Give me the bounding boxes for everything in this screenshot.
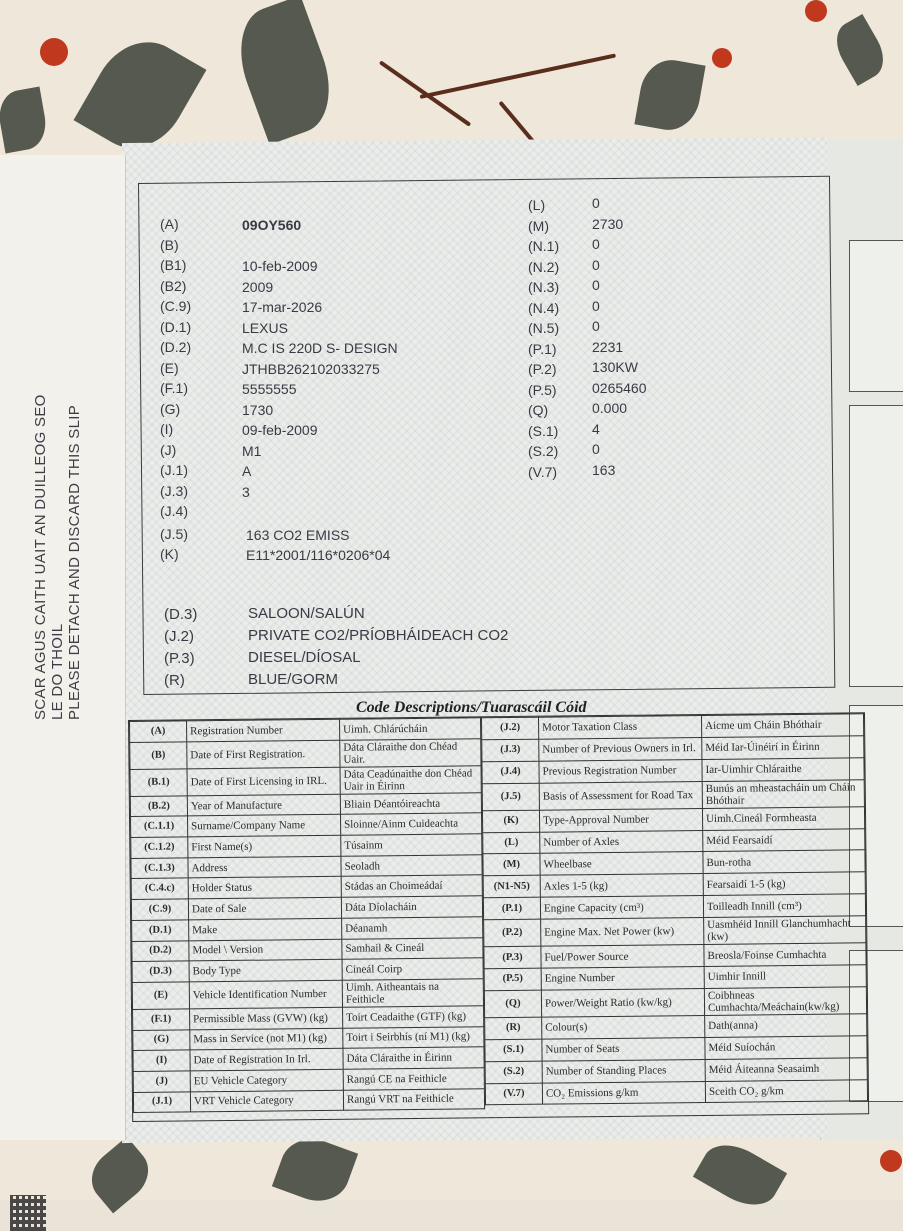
code-description-row xyxy=(130,738,481,769)
english-description-cell: Model \ Version xyxy=(189,939,342,961)
field-value: 0 xyxy=(592,297,600,314)
field-code: (F.1) xyxy=(160,380,188,396)
field-value: 0265460 xyxy=(592,379,647,396)
field-value: 0 xyxy=(592,318,600,334)
code-cell: (L) xyxy=(483,832,540,854)
code-descriptions-table xyxy=(128,712,869,1122)
irish-description-cell: Stádas an Choimeádaí xyxy=(341,875,482,897)
code-cell: (C.1.1) xyxy=(131,816,188,837)
berry-pattern xyxy=(712,48,732,68)
english-description-cell: Colour(s) xyxy=(542,1015,705,1039)
code-cell: (J.4) xyxy=(482,761,539,783)
code-description-row xyxy=(484,987,866,1018)
english-description-cell: Number of Standing Places xyxy=(542,1059,705,1083)
english-description-cell: Mass in Service (not M1) (kg) xyxy=(190,1028,343,1050)
field-value: 4 xyxy=(592,420,600,437)
irish-description-cell: Rangú VRT na Feithicle xyxy=(343,1088,484,1110)
field-value: 2009 xyxy=(242,278,274,295)
irish-description-cell: Toilleadh Innill (cm³) xyxy=(703,894,865,918)
english-description-cell: Number of Previous Owners in Irl. xyxy=(539,737,702,761)
irish-description-cell: Uasmhéid Innill Glanchumhacht (kw) xyxy=(704,916,866,945)
field-code: (J.5) xyxy=(160,525,188,542)
field-value: 0 xyxy=(592,441,600,457)
english-description-cell: Fuel/Power Source xyxy=(541,945,704,969)
irish-description-cell: Cineál Coirp xyxy=(342,958,483,980)
field-code: (A) xyxy=(160,216,179,232)
irish-description-cell: Aicme um Cháin Bhóthair xyxy=(701,714,863,738)
english-description-cell: Make xyxy=(189,918,342,940)
field-value: PRIVATE CO2/PRÍOBHÁIDEACH CO2 xyxy=(248,627,509,644)
irish-description-cell: Sceith CO₂ g/km xyxy=(705,1079,867,1103)
english-description-cell: Body Type xyxy=(189,959,342,981)
code-descriptions-left xyxy=(129,717,485,1113)
irish-description-cell: Dath(anna) xyxy=(705,1014,867,1038)
irish-description-cell: Uimh. Chlárúcháin xyxy=(340,718,481,740)
field-code: (P.5) xyxy=(528,381,557,398)
irish-description-cell: Méid Suíochán xyxy=(705,1036,867,1060)
code-cell: (J) xyxy=(133,1071,190,1092)
code-cell: (P.1) xyxy=(483,897,540,919)
field-value: 17-mar-2026 xyxy=(242,299,323,315)
code-cell: (P.3) xyxy=(484,946,541,968)
code-description-row xyxy=(133,1088,484,1112)
code-descriptions-right xyxy=(481,713,868,1105)
code-cell: (C.4.c) xyxy=(131,878,188,899)
irish-description-cell: Iar-Uimhir Chláraithe xyxy=(702,758,864,782)
field-value: SALOON/SALÚN xyxy=(248,605,365,622)
field-value: 09OY560 xyxy=(242,217,302,233)
field-code: (R) xyxy=(164,672,185,689)
field-value: 0 xyxy=(592,256,600,273)
code-cell: (G) xyxy=(133,1029,190,1050)
field-value: 10-feb-2009 xyxy=(242,258,318,274)
irish-description-cell: Dáta Díolacháin xyxy=(341,896,482,918)
irish-description-cell: Toirt Ceadaithe (GTF) (kg) xyxy=(343,1006,484,1028)
irish-description-cell: Samhail & Cineál xyxy=(342,937,483,959)
field-code: (Q) xyxy=(528,402,549,418)
code-cell: (A) xyxy=(130,721,187,742)
english-description-cell: EU Vehicle Category xyxy=(190,1069,343,1091)
adjacent-page-box xyxy=(849,405,903,687)
irish-description-cell: Bun-rotha xyxy=(703,850,865,874)
berry-pattern xyxy=(880,1150,902,1172)
code-cell: (K) xyxy=(482,810,539,832)
stem-pattern xyxy=(420,53,616,98)
english-description-cell: VRT Vehicle Category xyxy=(190,1090,343,1112)
field-code: (S.2) xyxy=(528,443,559,459)
code-cell: (Q) xyxy=(484,990,541,1018)
slip-instruction-irish-2: LE DO THOIL xyxy=(49,623,66,720)
field-value: 163 CO2 EMISS xyxy=(246,526,350,543)
field-value: 09-feb-2009 xyxy=(242,422,318,438)
code-cell: (B.1) xyxy=(130,769,187,797)
field-code: (D.3) xyxy=(164,606,198,623)
field-value: E11*2001/116*0206*04 xyxy=(246,547,391,563)
english-description-cell: Engine Capacity (cm³) xyxy=(540,896,703,920)
code-cell: (D.2) xyxy=(132,940,189,961)
field-value: 130KW xyxy=(592,359,638,375)
english-description-cell: First Name(s) xyxy=(188,835,341,857)
field-code: (P.2) xyxy=(528,361,557,377)
irish-description-cell: Méid Iar-Úinéirí in Éirinn xyxy=(702,736,864,760)
code-cell: (S.1) xyxy=(485,1039,542,1061)
field-code: (G) xyxy=(160,400,181,417)
english-description-cell: Type-Approval Number xyxy=(539,808,702,832)
code-description-row xyxy=(130,765,481,796)
field-code: (M) xyxy=(528,217,549,234)
field-code: (J) xyxy=(160,441,177,458)
field-code: (D.1) xyxy=(160,318,192,335)
code-descriptions-title: Code Descriptions/Tuarascáil Cóid xyxy=(356,699,587,716)
english-description-cell: Address xyxy=(188,856,341,878)
english-description-cell: Engine Max. Net Power (kw) xyxy=(541,918,704,947)
english-description-cell: Basis of Assessment for Road Tax xyxy=(539,781,702,810)
stem-pattern xyxy=(379,60,471,126)
field-value: LEXUS xyxy=(242,319,288,336)
field-code: (J.3) xyxy=(160,482,188,499)
field-value: M.C IS 220D S- DESIGN xyxy=(242,340,398,356)
english-description-cell: Holder Status xyxy=(188,877,341,899)
field-value: M1 xyxy=(242,442,262,459)
code-cell: (D.1) xyxy=(132,920,189,941)
field-value: 2231 xyxy=(592,338,624,355)
code-cell: (N1-N5) xyxy=(483,876,540,898)
code-cell: (I) xyxy=(133,1050,190,1071)
field-code: (J.2) xyxy=(164,628,194,645)
irish-description-cell: Sloinne/Ainm Cuideachta xyxy=(341,813,482,835)
irish-description-cell: Toirt i Seirbhís (ní M1) (kg) xyxy=(343,1026,484,1048)
irish-description-cell: Méid Fearsaidí xyxy=(703,828,865,852)
field-code: (I) xyxy=(160,421,174,437)
field-code: (N.3) xyxy=(528,279,560,295)
irish-description-cell: Coibhneas Cumhachta/Meáchain(kw/kg) xyxy=(704,987,866,1016)
field-code: (N.5) xyxy=(528,320,560,336)
field-code: (S.1) xyxy=(528,422,559,439)
code-cell: (S.2) xyxy=(485,1061,542,1083)
irish-description-cell: Déanamh xyxy=(342,917,483,939)
field-code: (P.1) xyxy=(528,340,557,357)
irish-description-cell: Dáta Cláraithe don Chéad Uair. xyxy=(340,738,481,766)
field-value: JTHBB262102033275 xyxy=(242,360,380,377)
english-description-cell: Engine Number xyxy=(541,966,704,990)
field-code: (E) xyxy=(160,359,179,376)
code-cell: (E) xyxy=(132,982,189,1010)
slip-instruction-english: PLEASE DETACH AND DISCARD THIS SLIP xyxy=(66,404,83,720)
irish-description-cell: Dáta Ceadúnaithe don Chéad Uair in Éirinn xyxy=(340,765,481,793)
leaf-pattern xyxy=(0,87,50,154)
field-code: (J.4) xyxy=(160,503,188,519)
code-cell: (C.1.3) xyxy=(131,858,188,879)
irish-description-cell: Túsainm xyxy=(341,834,482,856)
leaf-pattern xyxy=(225,0,345,145)
irish-description-cell: Breosla/Foinse Cumhachta xyxy=(704,943,866,967)
field-value: 0 xyxy=(592,195,600,211)
field-code: (V.7) xyxy=(528,463,558,480)
field-code: (J.1) xyxy=(160,462,188,478)
english-description-cell: CO₂ Emissions g/km xyxy=(542,1081,705,1105)
code-description-row xyxy=(482,779,864,810)
field-code: (B2) xyxy=(160,277,187,294)
english-description-cell: Year of Manufacture xyxy=(187,794,340,816)
field-code: (N.4) xyxy=(528,299,560,316)
field-value: 0 xyxy=(592,236,600,252)
code-cell: (J.2) xyxy=(481,717,538,739)
berry-pattern xyxy=(805,0,827,22)
code-cell: (D.3) xyxy=(132,961,189,982)
english-description-cell: Wheelbase xyxy=(540,852,703,876)
field-value: 3 xyxy=(242,483,250,500)
berry-pattern xyxy=(40,38,68,66)
field-value: 163 xyxy=(592,461,616,478)
field-value: 2730 xyxy=(592,215,624,232)
code-cell: (J.1) xyxy=(133,1091,190,1112)
english-description-cell: Surname/Company Name xyxy=(188,815,341,837)
leaf-pattern xyxy=(81,1137,159,1214)
field-value: BLUE/GORM xyxy=(248,671,339,688)
field-code: (B1) xyxy=(160,257,187,273)
english-description-cell: Permissible Mass (GVW) (kg) xyxy=(190,1007,343,1029)
code-cell: (J.5) xyxy=(482,783,539,811)
code-cell: (B) xyxy=(130,742,187,770)
english-description-cell: Previous Registration Number xyxy=(539,759,702,783)
field-code: (B) xyxy=(160,236,179,253)
english-description-cell: Power/Weight Ratio (kw/kg) xyxy=(541,988,704,1017)
english-description-cell: Vehicle Identification Number xyxy=(189,980,342,1009)
irish-description-cell: Uimhir Innill xyxy=(704,965,866,989)
code-cell: (C.9) xyxy=(131,899,188,920)
qr-code-icon xyxy=(10,1195,46,1231)
irish-description-cell: Méid Áiteanna Seasaimh xyxy=(705,1057,867,1081)
field-code: (L) xyxy=(528,197,546,213)
irish-description-cell: Uimh.Cineál Formheasta xyxy=(702,806,864,830)
english-description-cell: Motor Taxation Class xyxy=(538,715,701,739)
field-code: (D.2) xyxy=(160,339,192,355)
code-cell: (F.1) xyxy=(133,1009,190,1030)
field-code: (C.9) xyxy=(160,298,192,314)
code-cell: (R) xyxy=(485,1017,542,1039)
field-code: (K) xyxy=(160,546,179,562)
slip-instruction-irish: SCAR AGUS CAITH UAIT AN DUILLEOG SEO xyxy=(32,394,49,720)
field-code: (N.2) xyxy=(528,258,560,275)
irish-description-cell: Bunús an mheastacháin um Cháin Bhóthair xyxy=(702,779,864,808)
field-code: (P.3) xyxy=(164,650,195,667)
english-description-cell: Number of Seats xyxy=(542,1037,705,1061)
irish-description-cell: Uimh. Aitheantais na Feithicle xyxy=(342,979,483,1007)
code-cell: (C.1.2) xyxy=(131,837,188,858)
irish-description-cell: Seoladh xyxy=(341,855,482,877)
code-description-row xyxy=(485,1079,867,1105)
english-description-cell: Date of First Registration. xyxy=(187,740,340,769)
field-value: DIESEL/DÍOSAL xyxy=(248,649,361,666)
code-cell: (B.2) xyxy=(130,796,187,817)
field-value: 1730 xyxy=(242,401,274,418)
code-cell: (J.3) xyxy=(482,739,539,761)
irish-description-cell: Bliain Déantóireachta xyxy=(340,792,481,814)
slip-instructions xyxy=(32,160,83,720)
field-value: 0.000 xyxy=(592,400,628,416)
field-value: A xyxy=(242,463,252,479)
detachable-slip xyxy=(0,155,126,1140)
code-cell: (M) xyxy=(483,854,540,876)
code-cell: (V.7) xyxy=(485,1083,542,1105)
code-description-row xyxy=(132,979,483,1010)
leaf-pattern xyxy=(828,14,893,86)
code-cell: (P.2) xyxy=(484,919,541,947)
leaf-pattern xyxy=(634,55,705,134)
english-description-cell: Date of Registration In Irl. xyxy=(190,1049,343,1071)
english-description-cell: Date of Sale xyxy=(188,897,341,919)
leaf-pattern xyxy=(272,1130,358,1210)
irish-description-cell: Rangú CE na Feithicle xyxy=(343,1068,484,1090)
field-value: 5555555 xyxy=(242,381,297,397)
leaf-pattern xyxy=(693,1133,787,1216)
english-description-cell: Registration Number xyxy=(187,719,340,741)
adjacent-page-box xyxy=(849,240,903,392)
english-description-cell: Date of First Licensing in IRL. xyxy=(187,767,340,796)
code-cell: (P.5) xyxy=(484,968,541,990)
irish-description-cell: Dáta Cláraithe in Éirinn xyxy=(343,1047,484,1069)
code-description-row xyxy=(484,916,866,947)
field-value: 0 xyxy=(592,277,600,293)
english-description-cell: Number of Axles xyxy=(540,830,703,854)
field-code: (N.1) xyxy=(528,238,560,254)
irish-description-cell: Fearsaidí 1-5 (kg) xyxy=(703,872,865,896)
english-description-cell: Axles 1-5 (kg) xyxy=(540,874,703,898)
